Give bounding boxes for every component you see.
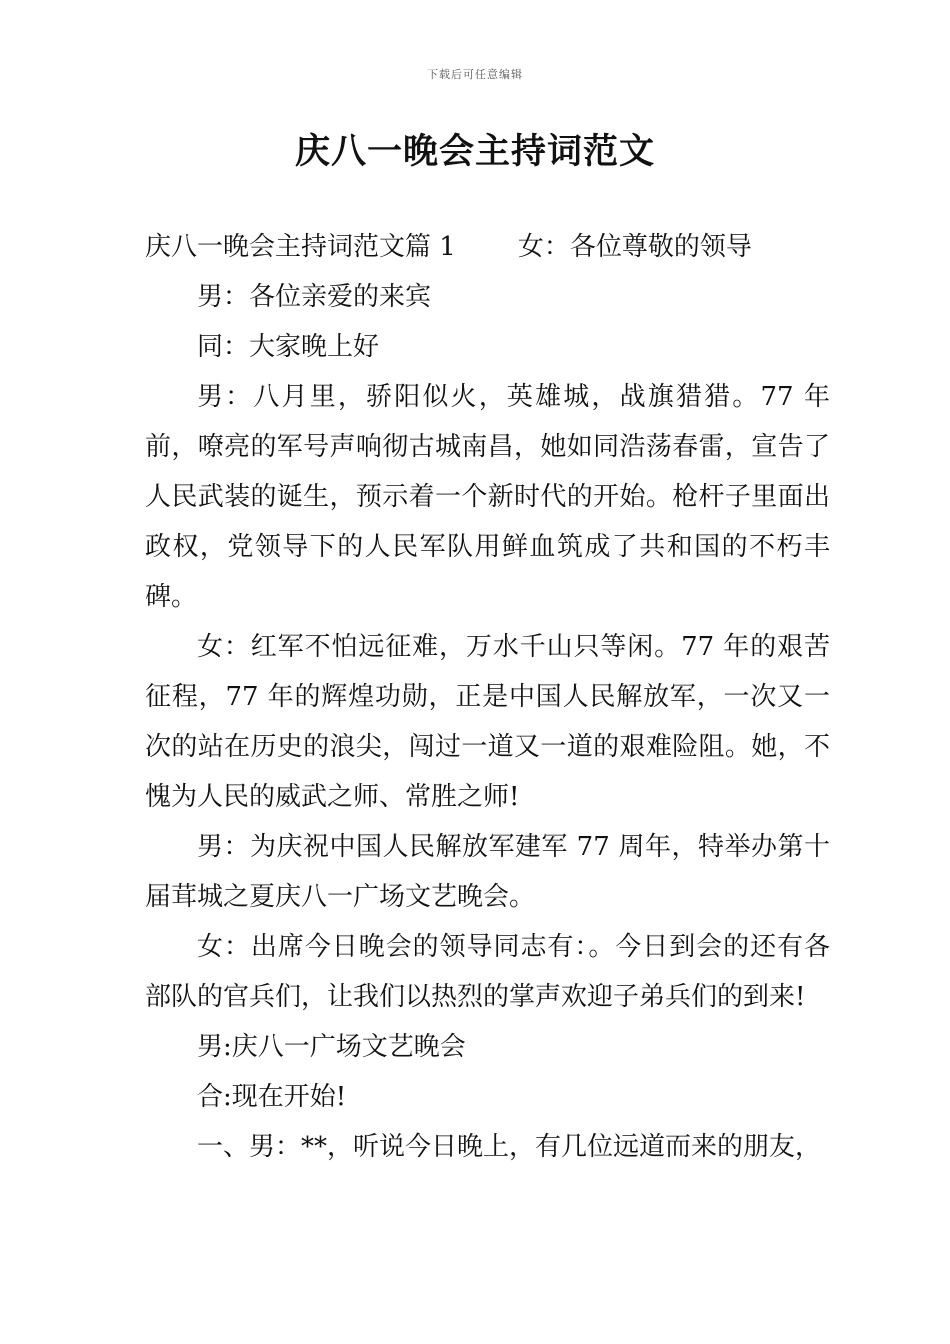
paragraph: 男：八月里，骄阳似火，英雄城，战旗猎猎。77 年前，嘹亮的军号声响彻古城南昌，她如同浩荡春雷，宣告了人民武装的诞生，预示着一个新时代的开始。枪杆子里面出政权，党领导下的人民军队用鲜血筑成了共和国的不朽丰碑。	[145, 382, 830, 612]
paragraph: 一、男：**，听说今日晚上，有几位远道而来的朋友，	[197, 1132, 822, 1162]
document-title: 庆八一晚会主持词范文	[294, 131, 655, 172]
document-body	[145, 222, 830, 1172]
paragraph: 男:庆八一广场文艺晚会	[197, 1032, 466, 1062]
paragraph: 男：各位亲爱的来宾	[197, 282, 432, 312]
first-line	[145, 222, 830, 272]
header-note: 下载后可任意编辑	[427, 68, 523, 81]
paragraph: 女：出席今日晚会的领导同志有：。今日到会的还有各部队的官兵们，让我们以热烈的掌声欢迎子弟兵们的到来!	[145, 932, 830, 1012]
section-heading: 庆八一晚会主持词范文篇 1	[145, 232, 456, 262]
paragraph: 同：大家晚上好	[197, 332, 380, 362]
paragraph: 合:现在开始!	[197, 1082, 347, 1112]
opening-speech: 女：各位尊敬的领导	[517, 232, 752, 262]
paragraph: 女：红军不怕远征难，万水千山只等闲。77 年的艰苦征程，77 年的辉煌功勋，正是中国人民解放军，一次又一次的站在历史的浪尖，闯过一道又一道的艰难险阻。她，不愧为人民的威武之师、常胜之师!	[145, 632, 830, 812]
paragraph: 男：为庆祝中国人民解放军建军 77 周年，特举办第十届茸城之夏庆八一广场文艺晚会。	[145, 832, 830, 912]
